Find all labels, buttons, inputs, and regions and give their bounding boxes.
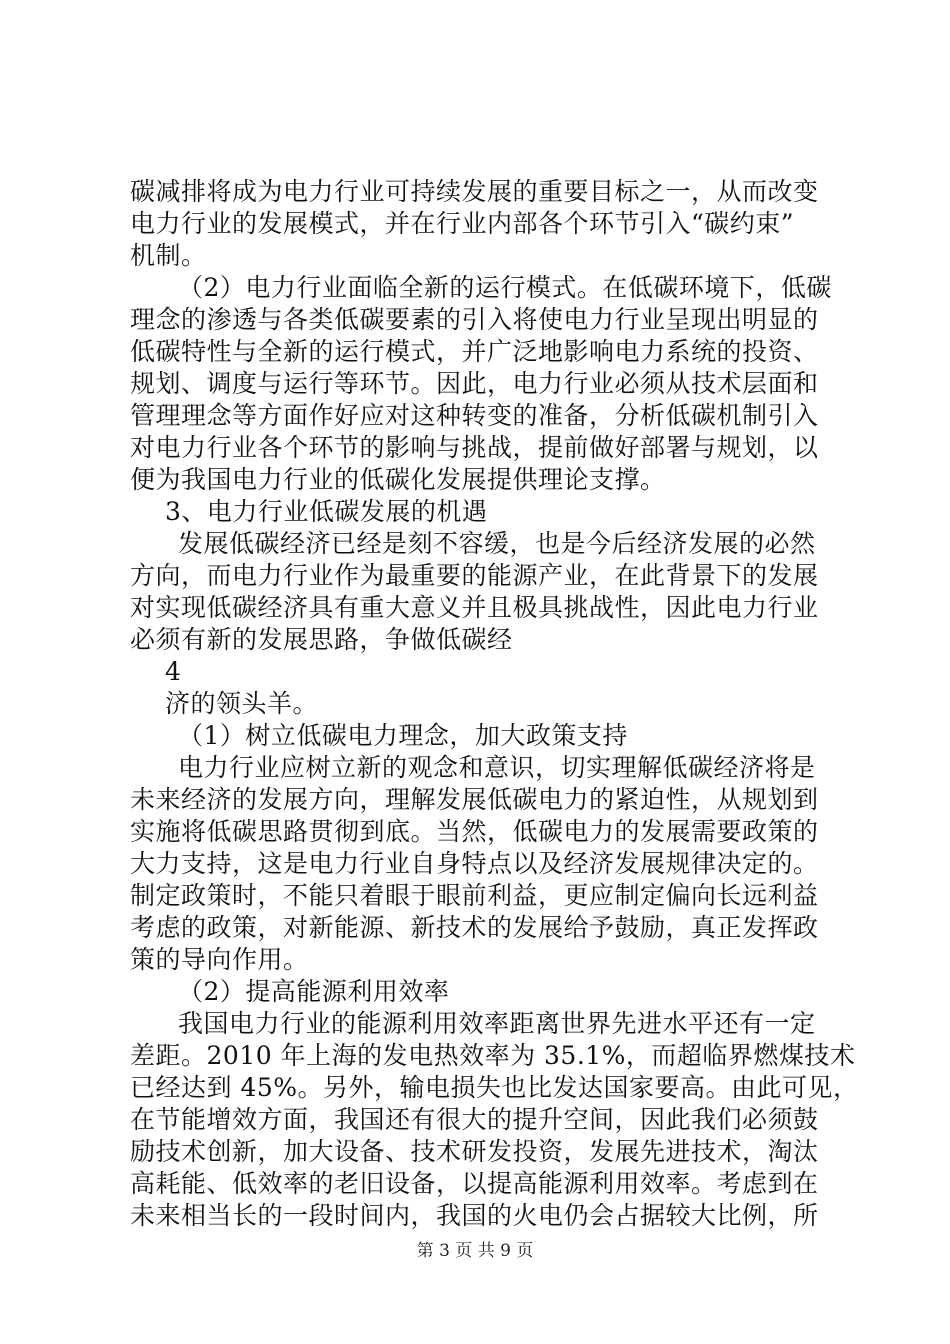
text-line: 我国电力行业的能源利用效率距离世界先进水平还有一定 <box>178 1009 816 1038</box>
text-line: 碳减排将成为电力行业可持续发展的重要目标之一，从而改变 <box>130 177 819 206</box>
text-line: 对电力行业各个环节的影响与挑战，提前做好部署与规划，以 <box>130 433 819 462</box>
text-line: 大力支持，这是电力行业自身特点以及经济发展规律决定的。 <box>130 849 819 878</box>
text-line: 电力行业应树立新的观念和意识，切实理解低碳经济将是 <box>178 753 816 782</box>
text-line: 未来经济的发展方向，理解发展低碳电力的紧迫性，从规划到 <box>130 785 819 814</box>
page-footer: 第 3 页 共 9 页 <box>416 1241 534 1261</box>
subsection-heading: （1）树立低碳电力理念，加大政策支持 <box>178 721 628 750</box>
text-line: 方向，而电力行业作为最重要的能源产业，在此背景下的发展 <box>130 561 819 590</box>
text-line: 策的导向作用。 <box>130 945 309 974</box>
text-line: 励技术创新，加大设备、技术研发投资，发展先进技术，淘汰 <box>130 1137 819 1166</box>
text-line: 已经达到 45%。另外，输电损失也比发达国家要高。由此可见， <box>130 1073 859 1102</box>
text-line: 管理理念等方面作好应对这种转变的准备，分析低碳机制引入 <box>130 401 819 430</box>
text-line: （2）电力行业面临全新的运行模式。在低碳环境下，低碳 <box>178 273 832 302</box>
subsection-heading: （2）提高能源利用效率 <box>178 977 450 1006</box>
text-line: 必须有新的发展思路，争做低碳经 <box>130 625 513 654</box>
text-line: 未来相当长的一段时间内，我国的火电仍会占据较大比例，所 <box>130 1201 819 1230</box>
text-line: 4 <box>165 657 182 686</box>
text-line: 规划、调度与运行等环节。因此，电力行业必须从技术层面和 <box>130 369 819 398</box>
text-line: 机制。 <box>130 241 207 270</box>
text-line: 制定政策时，不能只着眼于眼前利益，更应制定偏向长远利益 <box>130 881 819 910</box>
text-line: 济的领头羊。 <box>165 689 319 718</box>
text-line: 差距。2010 年上海的发电热效率为 35.1%，而超临界燃煤技术 <box>130 1041 856 1070</box>
text-line: 理念的渗透与各类低碳要素的引入将使电力行业呈现出明显的 <box>130 305 819 334</box>
text-line: 低碳特性与全新的运行模式，并广泛地影响电力系统的投资、 <box>130 337 819 366</box>
text-line: 考虑的政策，对新能源、新技术的发展给予鼓励，真正发挥政 <box>130 913 819 942</box>
text-line: 对实现低碳经济具有重大意义并且极具挑战性，因此电力行业 <box>130 593 819 622</box>
text-line: 便为我国电力行业的低碳化发展提供理论支撑。 <box>130 465 666 494</box>
text-line: 在节能增效方面，我国还有很大的提升空间，因此我们必须鼓 <box>130 1105 819 1134</box>
text-line: 实施将低碳思路贯彻到底。当然，低碳电力的发展需要政策的 <box>130 817 819 846</box>
text-line: 电力行业的发展模式，并在行业内部各个环节引入“碳约束” <box>130 209 795 238</box>
section-heading: 3、电力行业低碳发展的机遇 <box>165 497 488 526</box>
text-line: 发展低碳经济已经是刻不容缓，也是今后经济发展的必然 <box>178 529 816 558</box>
text-line: 高耗能、低效率的老旧设备，以提高能源利用效率。考虑到在 <box>130 1169 819 1198</box>
